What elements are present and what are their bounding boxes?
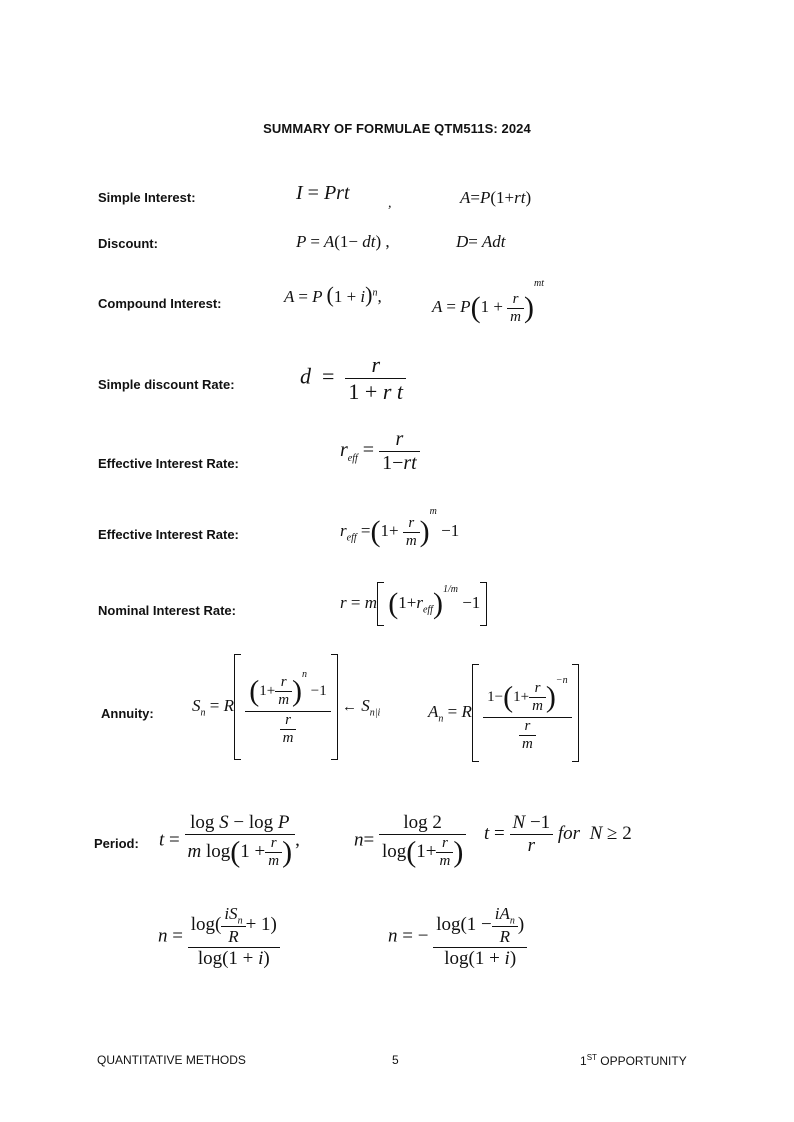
label-effective-rate-2: Effective Interest Rate: [98, 527, 239, 542]
label-nominal-rate: Nominal Interest Rate: [98, 603, 236, 618]
footer-right-sup: ST [586, 1053, 597, 1062]
formula-period-t: t = log S − log P m log(1 + $\frac{r}{m}$ ) , [159, 812, 300, 869]
formula-effective-rate-2: $r_{eff} =(1+$ $\frac{r}{m}$ )$^m$ −1 [340, 506, 460, 549]
footer-left: QUANTITATIVE METHODS [97, 1053, 246, 1067]
formula-discount-p: P = A(1− dt) , [296, 232, 390, 251]
formula-effective-rate-1: $r_{eff}$ = $\frac{r}{1-rt}$ [340, 428, 420, 475]
formula-amount-simple: A=P(1+rt) [460, 188, 532, 207]
page-title: SUMMARY OF FORMULAE QTM511S: 2024 [263, 121, 531, 136]
label-compound-interest: Compound Interest: [98, 296, 222, 311]
formula-annuity-sn: $S_n = R$ (1+ $\frac{r}{m}$ )$^n$ −1 $\frac{r}{m}$ ← $S_{n|i}$ [192, 654, 380, 760]
formula-period-n-log2: n= log 2 log(1+ $\frac{r}{m}$ ) [354, 812, 466, 870]
label-effective-rate-1: Effective Interest Rate: [98, 456, 239, 471]
formula-compound-2: A = P(1 + $\frac{r}{m}$ )$^{mt}$ [432, 278, 544, 325]
label-discount: Discount: [98, 236, 158, 251]
label-period: Period: [94, 836, 139, 851]
formula-discount-d: D= Adt [456, 232, 506, 251]
formula-compound-1: A = P $(1 + i)^n$, [284, 282, 382, 307]
formula-comma: , [388, 196, 392, 211]
footer-page-number: 5 [392, 1053, 399, 1067]
footer-right [580, 1053, 687, 1068]
label-simple-interest: Simple Interest: [98, 190, 196, 205]
formula-simple-interest: I = Prt [296, 182, 350, 204]
formula-nominal-rate: r = m $(1+r_{eff})^{1/m} -1$ [340, 582, 487, 626]
formula-n-an: n = − log(1 − $iA_n$ R ) log(1 + i) [388, 904, 527, 970]
label-annuity: Annuity: [101, 706, 154, 721]
formula-annuity-an: $A_n = R$ 1−(1+ $\frac{r}{m}$ )$^{-n}$ $\frac{r}{m}$ [428, 664, 579, 762]
formula-n-sn: n = log( $iS_n$ R + 1) log(1 + i) [158, 904, 280, 970]
formula-simple-discount-rate: d = $\frac{r}{\text{1 + r t}}$ [300, 352, 406, 405]
label-simple-discount-rate: Simple discount Rate: [98, 377, 235, 392]
footer-right-num: 1 [580, 1054, 587, 1068]
formula-period-t-n: t = $\frac{N -1}{r}$ for N ≥ 2 [484, 812, 632, 856]
footer-right-text: OPPORTUNITY [596, 1054, 687, 1068]
